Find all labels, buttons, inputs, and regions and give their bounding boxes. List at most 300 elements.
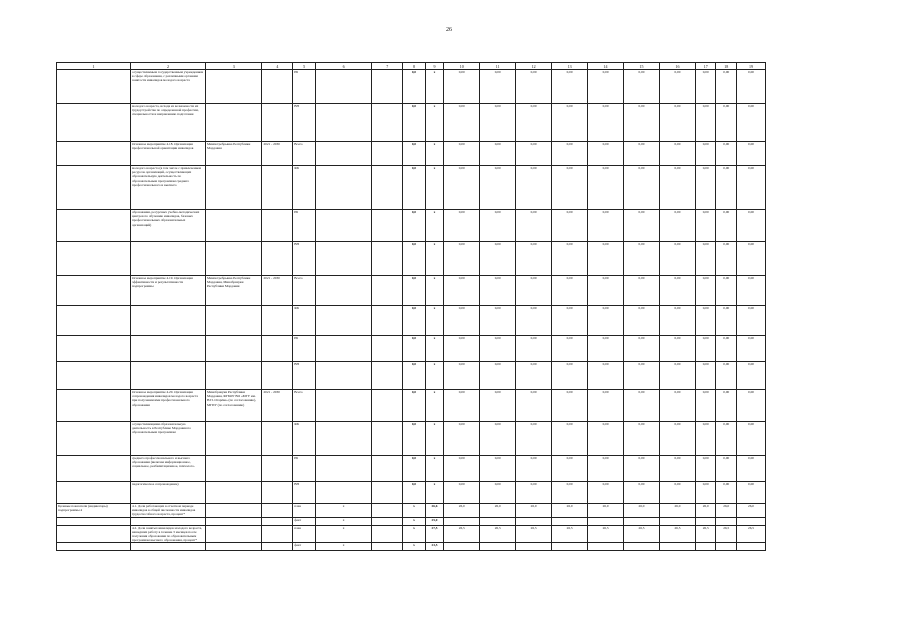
cell-col6 (315, 306, 372, 336)
cell-source: ВН (293, 242, 316, 276)
table-row (57, 336, 766, 362)
cell-value: 0,00 (444, 242, 480, 276)
cell-value: 0,00 (444, 390, 480, 422)
header-cell-15: 15 (624, 63, 660, 70)
cell-value: 0,00 (659, 422, 695, 456)
cell-col9: х (425, 210, 443, 242)
cell-value: 0,00 (444, 422, 480, 456)
cell-source: РБ (293, 456, 316, 482)
cell-value: 0,00 (552, 166, 588, 210)
cell-value: 0,00 (480, 456, 516, 482)
cell-col7 (372, 166, 403, 210)
cell-col9: х (425, 142, 443, 166)
cell-col6 (315, 390, 372, 422)
cell-col7 (372, 525, 403, 543)
table-row (57, 306, 766, 336)
cell-value: 0,00 (624, 276, 660, 306)
cell-value: 0,00 (716, 210, 737, 242)
cell-col8: х (403, 504, 426, 518)
cell-executor (205, 456, 262, 482)
cell-value (624, 543, 660, 551)
cell-col8: 0,0 (403, 336, 426, 362)
cell-value: 0,00 (695, 276, 716, 306)
cell-period: 2021 - 2030 (262, 276, 293, 306)
cell-col6 (315, 70, 372, 104)
cell-value: 0,00 (624, 166, 660, 210)
cell-event-name: образования, ресурсных учебно-методических центров по обучению инвалидов, базовых профессиональных образовательных организаций) (130, 210, 205, 242)
cell-value: 26,0 (716, 504, 737, 518)
cell-event-name: осуществляемым государственным учреждением в сфере образования, с различными органами занятости инвалидов молодого возраста (130, 70, 205, 104)
table-row (57, 242, 766, 276)
cell-value: 0,00 (737, 142, 766, 166)
cell-value: 26,0 (480, 504, 516, 518)
cell-col9: х (425, 390, 443, 422)
cell-value: 0,00 (737, 104, 766, 142)
cell-event-name (130, 543, 205, 551)
cell-value: 0,00 (588, 336, 624, 362)
cell-source: ФБ (293, 306, 316, 336)
cell-event-name (130, 362, 205, 390)
cell-value: 0,00 (552, 482, 588, 504)
cell-col8: 0,0 (403, 422, 426, 456)
cell-value: 0,00 (552, 422, 588, 456)
cell-value: 0,00 (444, 456, 480, 482)
header-cell-17: 17 (695, 63, 716, 70)
cell-value: 0,00 (588, 104, 624, 142)
header-cell-19: 19 (737, 63, 766, 70)
cell-value: 26,0 (516, 504, 552, 518)
cell-col8: 0,0 (403, 390, 426, 422)
table-row (57, 166, 766, 210)
cell-col9: 25,0 (425, 517, 443, 525)
cell-value: 0,00 (588, 276, 624, 306)
cell-value: 0,00 (737, 422, 766, 456)
cell-period (262, 336, 293, 362)
cell-event-name: молодого возраста, исходя из возможности их трудоустройства по определенной профессии, специальности и направлению подготовки (130, 104, 205, 142)
table-row (57, 543, 766, 551)
cell-value: 0,00 (516, 390, 552, 422)
cell-value: 0,00 (737, 306, 766, 336)
cell-col8: 0,0 (403, 210, 426, 242)
cell-value: 0,00 (716, 306, 737, 336)
header-cell-16: 16 (659, 63, 695, 70)
cell-value: 26,0 (444, 504, 480, 518)
cell-value (624, 517, 660, 525)
cell-col6: х (315, 525, 372, 543)
cell-value: 0,00 (480, 242, 516, 276)
cell-value: 0,00 (659, 390, 695, 422)
cell-value: 0,00 (552, 142, 588, 166)
cell-executor (205, 166, 262, 210)
cell-value (480, 517, 516, 525)
cell-value (659, 517, 695, 525)
header-cell-5: 5 (293, 63, 316, 70)
cell-col9: х (425, 242, 443, 276)
cell-value: 0,00 (516, 142, 552, 166)
cell-col9: х (425, 70, 443, 104)
cell-value: 0,00 (480, 142, 516, 166)
table-row (57, 422, 766, 456)
cell-period (262, 422, 293, 456)
cell-executor: Минпотребрынка Республики Мордовия (205, 142, 262, 166)
cell-col7 (372, 336, 403, 362)
cell-period (262, 166, 293, 210)
cell-value: 0,00 (552, 390, 588, 422)
cell-col8: 0,0 (403, 142, 426, 166)
cell-value: 0,00 (624, 390, 660, 422)
cell-col8: 0,0 (403, 242, 426, 276)
cell-value (480, 543, 516, 551)
header-cell-2: 2 (130, 63, 205, 70)
cell-col8: 0,0 (403, 306, 426, 336)
table-row (57, 525, 766, 543)
cell-value: 0,00 (444, 362, 480, 390)
cell-value: 0,00 (737, 362, 766, 390)
cell-value: 0,00 (624, 456, 660, 482)
cell-value: 0,00 (737, 166, 766, 210)
header-cell-4: 4 (262, 63, 293, 70)
cell-source: ВН (293, 104, 316, 142)
cell-value (716, 543, 737, 551)
cell-target-group (57, 525, 131, 543)
cell-period (262, 70, 293, 104)
table-row (57, 210, 766, 242)
cell-target-group (57, 210, 131, 242)
cell-value: 0,00 (659, 482, 695, 504)
cell-value: 0,00 (624, 104, 660, 142)
cell-value: 26,0 (737, 504, 766, 518)
cell-executor: Минпотребрынка Республики Мордовия, Минобрнауки Республики Мордовия (205, 276, 262, 306)
cell-value: 0,00 (444, 70, 480, 104)
cell-col8: х (403, 525, 426, 543)
cell-col7 (372, 482, 403, 504)
table-row (57, 456, 766, 482)
cell-event-name (130, 242, 205, 276)
cell-value: 0,00 (659, 210, 695, 242)
cell-value: 26,5 (516, 525, 552, 543)
cell-value: 0,00 (444, 210, 480, 242)
header-cell-18: 18 (716, 63, 737, 70)
cell-value: 0,00 (737, 210, 766, 242)
cell-col9: 26,6 (425, 504, 443, 518)
cell-value: 0,00 (588, 362, 624, 390)
cell-event-name: 4.1. Доля работающих в отчетном периоде инвалидов в общей численности инвалидов трудоспособного возраста, процент* (130, 504, 205, 518)
cell-value: 0,00 (516, 70, 552, 104)
cell-value: 26,5 (716, 525, 737, 543)
cell-col6: х (315, 504, 372, 518)
cell-value: 0,00 (695, 210, 716, 242)
cell-value: 0,00 (588, 306, 624, 336)
cell-value: 0,00 (624, 210, 660, 242)
cell-value: 0,00 (552, 456, 588, 482)
cell-source: ВН (293, 482, 316, 504)
cell-executor: Минобрнауки Республики Мордовия, ФГБОУ ВО «МГУ им. Н.П. Огарёва» (по согласованию), МГПУ (по согласованию) (205, 390, 262, 422)
cell-value: 0,00 (695, 422, 716, 456)
cell-period (262, 525, 293, 543)
cell-period (262, 482, 293, 504)
cell-event-name (130, 306, 205, 336)
cell-value: 0,00 (695, 142, 716, 166)
cell-value: 26,5 (588, 525, 624, 543)
cell-target-group (57, 390, 131, 422)
cell-col8: 0,0 (403, 482, 426, 504)
header-cell-7: 7 (372, 63, 403, 70)
cell-value (552, 517, 588, 525)
cell-col6 (315, 482, 372, 504)
table-row (57, 390, 766, 422)
cell-executor (205, 306, 262, 336)
cell-period: 2021 - 2030 (262, 142, 293, 166)
cell-col6 (315, 142, 372, 166)
cell-value: 0,00 (444, 104, 480, 142)
cell-source: РБ (293, 210, 316, 242)
cell-value: 0,00 (716, 482, 737, 504)
cell-col8: 0,0 (403, 70, 426, 104)
cell-value: 0,00 (480, 276, 516, 306)
cell-col8: х (403, 543, 426, 551)
cell-target-group: Целевые показатели (индикаторы) подпрограммы 4 (57, 504, 131, 518)
cell-target-group (57, 456, 131, 482)
cell-value: 0,00 (552, 104, 588, 142)
cell-col6 (315, 166, 372, 210)
cell-event-name: Основное мероприятие 4.20. Организация сопровождения инвалидов молодого возраста при получении ими профессионального образования (130, 390, 205, 422)
cell-event-name: среднего профессионального и высшего образования (включая информационное, социальное, реабилитационное, психолого- (130, 456, 205, 482)
cell-value (588, 543, 624, 551)
header-cell-13: 13 (552, 63, 588, 70)
cell-value: 0,00 (516, 482, 552, 504)
cell-value: 0,00 (716, 336, 737, 362)
cell-col9: х (425, 482, 443, 504)
cell-col7 (372, 242, 403, 276)
header-cell-9: 9 (425, 63, 443, 70)
cell-value (516, 543, 552, 551)
cell-value: 0,00 (624, 362, 660, 390)
cell-value: 0,00 (588, 390, 624, 422)
cell-value: 0,00 (480, 70, 516, 104)
cell-col9: х (425, 422, 443, 456)
header-cell-3: 3 (205, 63, 262, 70)
cell-event-name: 4.2. Доля занятых инвалидов молодого возраста, нашедших работу в течение 3 месяцев после получения образования по образовательным программам высшего образования, процент* (130, 525, 205, 543)
cell-target-group (57, 306, 131, 336)
cell-value: 0,00 (516, 456, 552, 482)
cell-value: 0,00 (716, 456, 737, 482)
cell-value: 0,00 (737, 276, 766, 306)
cell-value (695, 543, 716, 551)
cell-col7 (372, 210, 403, 242)
cell-col6 (315, 336, 372, 362)
cell-value: 0,00 (552, 210, 588, 242)
cell-executor (205, 336, 262, 362)
cell-col7 (372, 104, 403, 142)
cell-col6 (315, 422, 372, 456)
cell-event-name: Основное мероприятие 4.18. Организация профессиональной ориентации инвалидов (130, 142, 205, 166)
cell-value: 0,00 (659, 166, 695, 210)
cell-value: 0,00 (737, 70, 766, 104)
cell-col9: х (425, 362, 443, 390)
cell-executor (205, 70, 262, 104)
cell-source: РБ (293, 336, 316, 362)
cell-value: 0,00 (716, 166, 737, 210)
cell-period (262, 210, 293, 242)
cell-value: 0,00 (480, 362, 516, 390)
cell-value: 0,00 (444, 166, 480, 210)
cell-executor (205, 543, 262, 551)
cell-source: ФБ (293, 166, 316, 210)
cell-value: 0,00 (624, 142, 660, 166)
cell-value: 0,00 (716, 276, 737, 306)
cell-source: план (293, 525, 316, 543)
cell-value: 26,0 (624, 504, 660, 518)
cell-period (262, 242, 293, 276)
cell-value: 0,00 (695, 362, 716, 390)
cell-value: 26,5 (444, 525, 480, 543)
cell-col9: х (425, 104, 443, 142)
cell-col9: 23,5 (425, 543, 443, 551)
cell-col9: х (425, 456, 443, 482)
cell-value: 0,00 (716, 104, 737, 142)
cell-col7 (372, 422, 403, 456)
cell-col8: 0,0 (403, 104, 426, 142)
cell-value: 0,00 (552, 242, 588, 276)
cell-value: 0,00 (480, 422, 516, 456)
cell-target-group (57, 517, 131, 525)
cell-col6 (315, 456, 372, 482)
cell-col7 (372, 306, 403, 336)
cell-value: 0,00 (516, 210, 552, 242)
cell-target-group (57, 362, 131, 390)
cell-col7 (372, 390, 403, 422)
cell-value (588, 517, 624, 525)
cell-value: 0,00 (624, 422, 660, 456)
cell-value: 26,0 (659, 504, 695, 518)
cell-value: 0,00 (716, 142, 737, 166)
cell-value: 0,00 (480, 306, 516, 336)
cell-value: 0,00 (659, 336, 695, 362)
cell-value: 0,00 (444, 482, 480, 504)
cell-period (262, 362, 293, 390)
cell-value: 26,5 (480, 525, 516, 543)
cell-col9: х (425, 166, 443, 210)
cell-col6: х (315, 543, 372, 551)
cell-value: 0,00 (716, 242, 737, 276)
cell-value (552, 543, 588, 551)
cell-col8: 0,0 (403, 166, 426, 210)
cell-col8: 0,0 (403, 362, 426, 390)
cell-col7 (372, 456, 403, 482)
cell-value: 26,0 (695, 504, 716, 518)
header-cell-14: 14 (588, 63, 624, 70)
cell-col6 (315, 242, 372, 276)
cell-event-name (130, 517, 205, 525)
cell-value: 0,00 (695, 70, 716, 104)
cell-col6 (315, 210, 372, 242)
cell-target-group (57, 336, 131, 362)
cell-col9: х (425, 276, 443, 306)
cell-value: 0,00 (552, 276, 588, 306)
cell-value: 0,00 (659, 306, 695, 336)
cell-period (262, 456, 293, 482)
table-row (57, 276, 766, 306)
cell-col8: х (403, 517, 426, 525)
cell-event-name: педагогическое сопровождение) (130, 482, 205, 504)
cell-value: 0,00 (516, 422, 552, 456)
cell-source: Всего (293, 276, 316, 306)
cell-col7 (372, 504, 403, 518)
table-row (57, 70, 766, 104)
cell-value: 0,00 (588, 166, 624, 210)
cell-value: 0,00 (624, 70, 660, 104)
cell-value: 0,00 (516, 166, 552, 210)
cell-target-group (57, 70, 131, 104)
cell-event-name: осуществляющими образовательную деятельность в Республике Мордовия по образовательным программам (130, 422, 205, 456)
cell-col7 (372, 276, 403, 306)
cell-target-group (57, 142, 131, 166)
cell-value: 26,5 (659, 525, 695, 543)
cell-executor (205, 362, 262, 390)
cell-value: 0,00 (516, 336, 552, 362)
cell-value: 0,00 (516, 276, 552, 306)
table-row (57, 142, 766, 166)
cell-period (262, 104, 293, 142)
table-row (57, 517, 766, 525)
cell-value (737, 543, 766, 551)
cell-col8: 0,0 (403, 276, 426, 306)
cell-value: 0,00 (480, 390, 516, 422)
cell-period (262, 504, 293, 518)
cell-value: 0,00 (737, 242, 766, 276)
cell-value: 0,00 (588, 456, 624, 482)
cell-col6 (315, 362, 372, 390)
cell-value (516, 517, 552, 525)
cell-value (737, 517, 766, 525)
cell-executor (205, 422, 262, 456)
cell-executor (205, 242, 262, 276)
header-cell-1: 1 (57, 63, 131, 70)
cell-value: 0,00 (695, 104, 716, 142)
header-row (57, 63, 766, 70)
cell-value: 0,00 (695, 390, 716, 422)
document-table (56, 62, 766, 551)
cell-source: Всего (293, 142, 316, 166)
cell-value: 0,00 (516, 306, 552, 336)
cell-value: 0,00 (659, 142, 695, 166)
cell-value: 0,00 (480, 210, 516, 242)
table-row (57, 482, 766, 504)
cell-value: 26,5 (552, 525, 588, 543)
cell-value: 0,00 (516, 362, 552, 390)
cell-value: 0,00 (716, 422, 737, 456)
cell-event-name: Основное мероприятие 4.19. Организация эффективности и результативности подпрограммы (130, 276, 205, 306)
cell-value: 0,00 (695, 166, 716, 210)
header-cell-6: 6 (315, 63, 372, 70)
header-cell-8: 8 (403, 63, 426, 70)
cell-value: 0,00 (737, 456, 766, 482)
cell-col6 (315, 276, 372, 306)
cell-value: 0,00 (588, 242, 624, 276)
cell-value: 0,00 (695, 456, 716, 482)
cell-value (444, 517, 480, 525)
cell-period (262, 543, 293, 551)
cell-value: 0,00 (588, 142, 624, 166)
cell-value: 0,00 (480, 166, 516, 210)
cell-value: 0,00 (552, 306, 588, 336)
cell-value: 0,00 (659, 276, 695, 306)
cell-value: 0,00 (444, 306, 480, 336)
cell-value: 26,0 (552, 504, 588, 518)
cell-value: 0,00 (624, 306, 660, 336)
cell-col7 (372, 543, 403, 551)
cell-value: 0,00 (737, 390, 766, 422)
